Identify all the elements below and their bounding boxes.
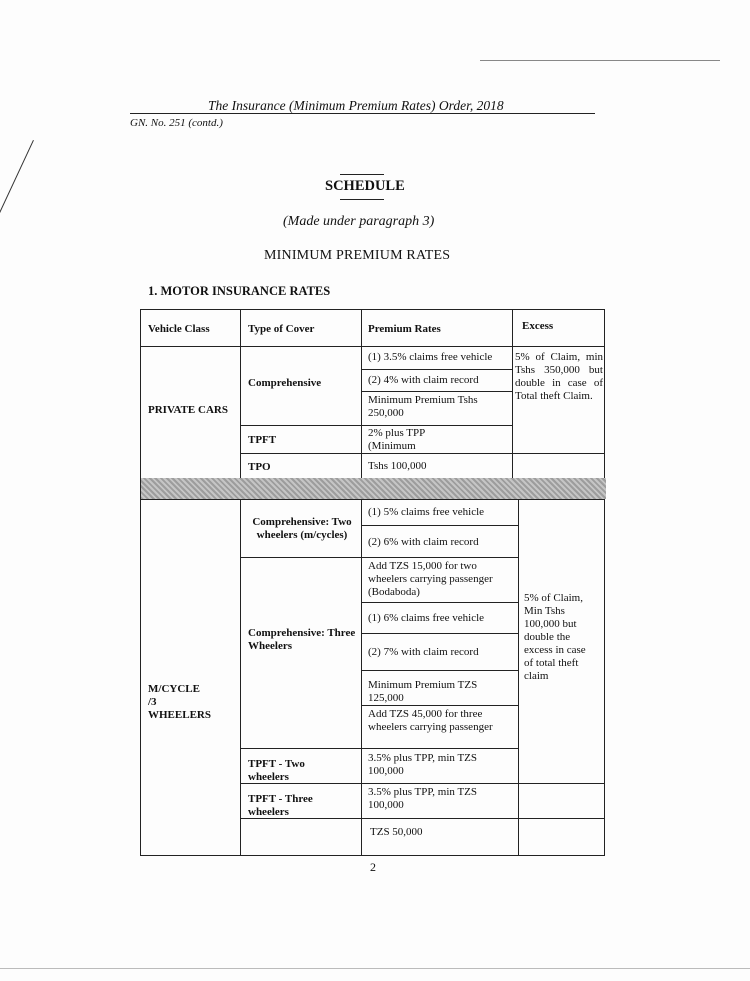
three-add-passenger: Add TZS 45,000 for three wheelers carrying passenger	[368, 708, 493, 733]
tpft-three-wheelers: TPFT - Three wheelers	[248, 793, 313, 818]
bottom-edge	[0, 968, 750, 969]
gazette-notice: GN. No. 251 (contd.)	[130, 117, 223, 129]
top-rule	[480, 60, 720, 61]
three-rate-2: (2) 7% with claim record	[368, 646, 479, 658]
private-cars-class: PRIVATE CARS	[148, 404, 228, 416]
page-header-title: The Insurance (Minimum Premium Rates) Order, 2018	[208, 98, 504, 113]
tpft-two-wheelers: TPFT - Two wheelers	[248, 758, 305, 783]
private-cars-comprehensive: Comprehensive	[248, 377, 322, 389]
two-add-passenger: Add TZS 15,000 for two wheelers carrying passenger (Bodaboda)	[368, 560, 493, 598]
made-under: (Made under paragraph 3)	[283, 214, 435, 229]
header-vehicle-class: Vehicle Class	[148, 323, 210, 335]
schedule-heading: SCHEDULE	[325, 178, 405, 194]
tpft-three-rate: 3.5% plus TPP, min TZS 100,000	[368, 786, 478, 811]
motorcycle-tpo-rate: TZS 50,000	[370, 826, 423, 838]
private-rate-1: (1) 3.5% claims free vehicle	[368, 351, 493, 363]
motorcycle-class: M/CYCLE /3 WHEELERS	[148, 683, 211, 721]
two-rate-2: (2) 6% with claim record	[368, 536, 479, 548]
section-heading: 1. MOTOR INSURANCE RATES	[148, 284, 331, 298]
header-premium-rates: Premium Rates	[368, 323, 441, 335]
header-type-of-cover: Type of Cover	[248, 323, 315, 335]
private-tpft: TPFT	[248, 434, 277, 446]
private-tpo-rate: Tshs 100,000	[368, 460, 427, 472]
private-tpft-rate: 2% plus TPP (Minimum	[368, 427, 425, 452]
private-rate-min: Minimum Premium Tshs 250,000	[368, 394, 478, 419]
three-rate-1: (1) 6% claims free vehicle	[368, 612, 485, 624]
minimum-premium-rates-title: MINIMUM PREMIUM RATES	[264, 248, 451, 263]
private-rate-2: (2) 4% with claim record	[368, 374, 479, 386]
pen-stroke	[0, 140, 34, 224]
page-number: 2	[370, 860, 376, 874]
shaded-divider-row	[141, 478, 606, 499]
header-rule	[130, 113, 595, 114]
header-excess: Excess	[522, 320, 554, 332]
motorcycle-excess: 5% of Claim, Min Tshs 100,000 but double the excess in case of total theft claim	[524, 592, 586, 682]
three-min-premium: Minimum Premium TZS 125,000	[368, 679, 478, 704]
schedule-underline	[340, 199, 384, 200]
private-excess: 5% of Claim, min Tshs 350,000 but double in case of Total theft Claim.	[515, 351, 603, 402]
private-tpo: TPO	[248, 461, 271, 473]
comp-three-wheelers: Comprehensive: Three Wheelers	[248, 627, 356, 652]
schedule-overline	[340, 174, 384, 175]
tpft-two-rate: 3.5% plus TPP, min TZS 100,000	[368, 752, 478, 777]
two-rate-1: (1) 5% claims free vehicle	[368, 506, 485, 518]
comp-two-wheelers: Comprehensive: Two wheelers (m/cycles)	[252, 516, 352, 541]
